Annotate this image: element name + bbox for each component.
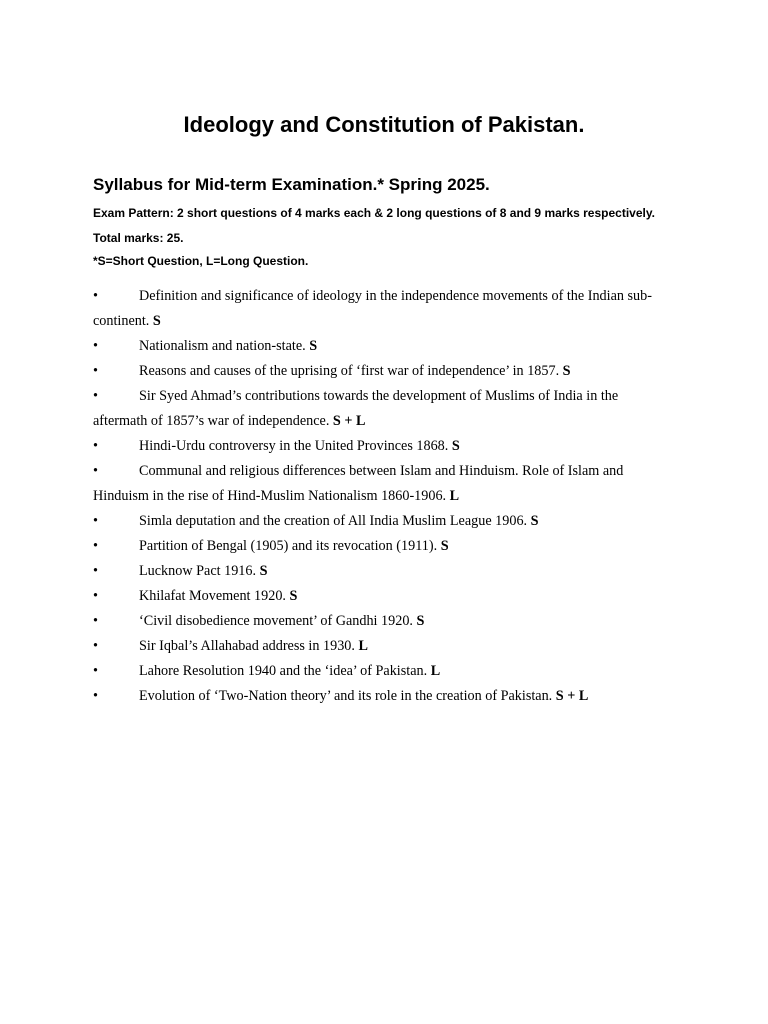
list-item [93, 659, 675, 684]
bullet-icon: • [93, 663, 98, 679]
question-type-tag: S [451, 438, 460, 454]
question-type-tag: S [259, 563, 268, 579]
bullet-icon: • [93, 363, 98, 379]
bullet-icon: • [93, 388, 98, 404]
bullet-icon: • [93, 513, 98, 529]
list-item [93, 434, 675, 459]
question-type-tag: L [449, 488, 460, 504]
list-item [93, 684, 675, 709]
topic-text: Sir Iqbal’s Allahabad address in 1930. [139, 638, 355, 654]
topic-text: Lucknow Pact 1916. [139, 563, 257, 579]
list-item [93, 534, 675, 559]
list-item [93, 509, 675, 534]
topic-text: ‘Civil disobedience movement’ of Gandhi 1920. [139, 613, 413, 629]
bullet-icon: • [93, 338, 98, 354]
topic-text: Nationalism and nation-state. [139, 338, 306, 354]
topic-list [93, 284, 675, 709]
topic-text: Communal and religious differences between Islam and Hinduism. Role of Islam and Hinduism in the rise of Hind-Muslim Nationalism 1860-1906. [93, 463, 624, 504]
question-type-tag: S + L [332, 413, 366, 429]
list-item [93, 584, 675, 609]
list-item [93, 384, 675, 434]
document-title: Ideology and Constitution of Pakistan. [183, 112, 585, 137]
question-type-tag: S [562, 363, 571, 379]
bullet-icon: • [93, 588, 98, 604]
list-item [93, 559, 675, 584]
topic-text: Simla deputation and the creation of All India Muslim League 1906. [139, 513, 528, 529]
syllabus-heading: Syllabus for Mid-term Examination.* Spring 2025. [93, 175, 490, 194]
topic-text: Evolution of ‘Two-Nation theory’ and its role in the creation of Pakistan. [139, 688, 553, 704]
list-item [93, 359, 675, 384]
topic-text: Hindi-Urdu controversy in the United Provinces 1868. [139, 438, 449, 454]
question-type-tag: L [358, 638, 368, 654]
exam-pattern-text: Exam Pattern: 2 short questions of 4 marks each & 2 long questions of 8 and 9 marks respectively. Total marks: 25. [93, 206, 655, 245]
list-item [93, 609, 675, 634]
question-type-tag: L [430, 663, 441, 679]
topic-text: Khilafat Movement 1920. [139, 588, 286, 604]
bullet-icon: • [93, 688, 98, 704]
bullet-icon: • [93, 463, 98, 479]
bullet-icon: • [93, 438, 98, 454]
question-type-tag: S + L [555, 688, 589, 704]
question-legend: *S=Short Question, L=Long Question. [93, 254, 309, 268]
list-item [93, 634, 675, 659]
bullet-icon: • [93, 638, 98, 654]
question-type-tag: S [289, 588, 298, 604]
topic-text: Sir Syed Ahmad’s contributions towards the development of Muslims of India in the aftermath of 1857’s war of independence. [93, 388, 619, 429]
list-item [93, 284, 675, 334]
topic-text: Partition of Bengal (1905) and its revocation (1911). [139, 538, 438, 554]
bullet-icon: • [93, 563, 98, 579]
question-type-tag: S [152, 313, 161, 329]
bullet-icon: • [93, 613, 98, 629]
question-type-tag: S [309, 338, 318, 354]
list-item [93, 459, 675, 509]
question-type-tag: S [530, 513, 539, 529]
topic-text: Lahore Resolution 1940 and the ‘idea’ of Pakistan. [139, 663, 428, 679]
list-item [93, 334, 675, 359]
bullet-icon: • [93, 288, 98, 304]
bullet-icon: • [93, 538, 98, 554]
question-type-tag: S [440, 538, 449, 554]
topic-text: Reasons and causes of the uprising of ‘first war of independence’ in 1857. [139, 363, 560, 379]
topic-text: Definition and significance of ideology in the independence movements of the Indian sub-continent. [93, 288, 652, 329]
question-type-tag: S [416, 613, 425, 629]
